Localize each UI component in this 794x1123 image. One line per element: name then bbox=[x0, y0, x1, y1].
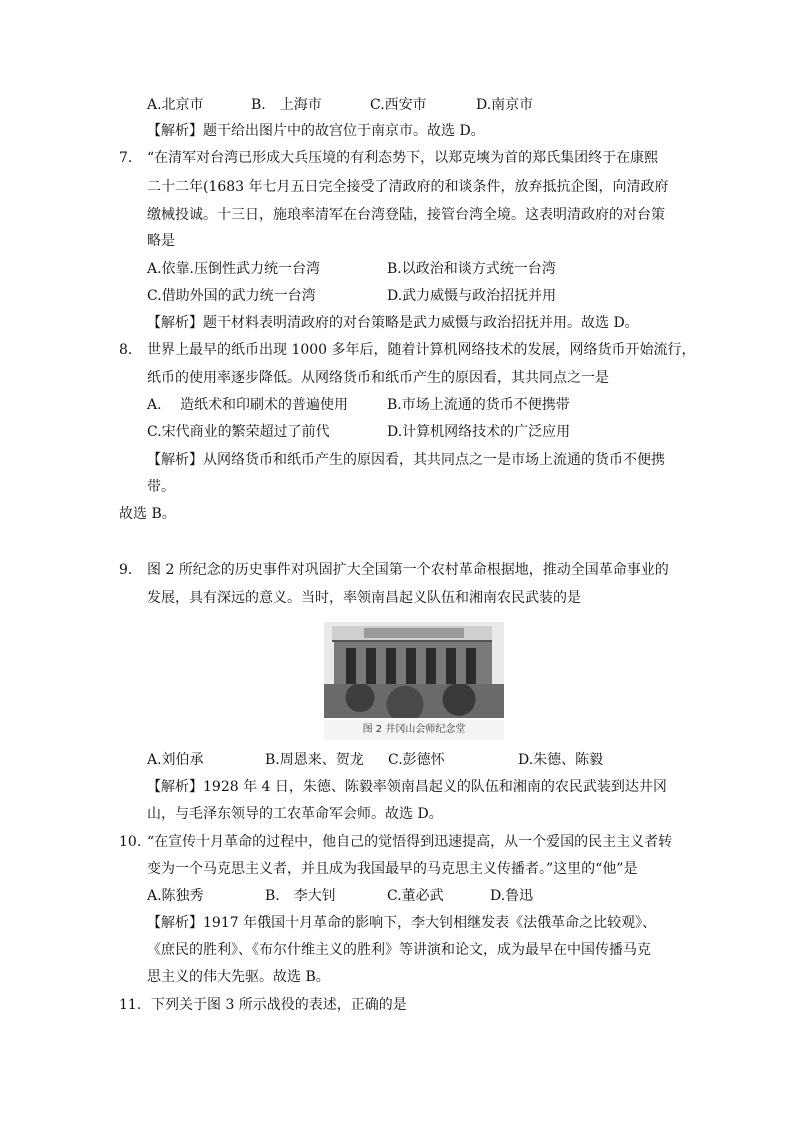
q11-stem: 下列关于图 3 所示战役的表述，正确的是 bbox=[151, 997, 407, 1013]
q9-analysis-line-2: 山，与毛泽东领导的工农革命军会师。故选 D。 bbox=[147, 806, 443, 822]
q6-option-c: C.西安市 bbox=[370, 97, 427, 113]
q7-stem-line-3: 缴械投诚。十三日，施琅率清军在台湾登陆，接管台湾全境。这表明清政府的对台策 bbox=[147, 207, 665, 223]
q7-stem-line-2: 二十二年(1683 年七月五日完全接受了清政府的和谈条件，放弃抵抗企图，向清政府 bbox=[147, 179, 669, 195]
q7-option-b: B.以政治和谈方式统一台湾 bbox=[387, 261, 556, 277]
q8-conclusion: 故选 B。 bbox=[119, 506, 176, 522]
q7-option-a: A.依靠.压倒性武力统一台湾 bbox=[147, 261, 321, 277]
q9-stem-line-1: 图 2 所纪念的历史事件对巩固扩大全国第一个农村革命根据地，推动全国革命事业的 bbox=[147, 562, 669, 578]
q10-option-a: A.陈独秀 bbox=[147, 888, 204, 904]
q9-option-a: A.刘伯承 bbox=[147, 752, 204, 768]
q6-analysis: 【解析】题干给出图片中的故宫位于南京市。故选 D。 bbox=[147, 123, 485, 139]
q7-option-d: D.武力威慑与政治招抚并用 bbox=[387, 288, 557, 304]
photo-trees bbox=[324, 684, 504, 718]
q8-option-d: D.计算机网络技术的广泛应用 bbox=[387, 424, 571, 440]
q8-option-a: A. 造纸术和印刷术的普遍使用 bbox=[147, 397, 349, 413]
q10-analysis-line-3: 思主义的伟大先驱。故选 B。 bbox=[147, 969, 330, 985]
q8-option-c: C.宋代商业的繁荣超过了前代 bbox=[147, 424, 330, 440]
q9-analysis-line-1: 【解析】1928 年 4 日，朱德、陈毅率领南昌起义的队伍和湘南的农民武装到达井冈 bbox=[147, 779, 667, 795]
q6-option-d: D.南京市 bbox=[476, 97, 534, 113]
q8-stem-line-1: 世界上最早的纸币出现 1000 多年后，随着计算机网络技术的发展，网络货币开始流行， bbox=[147, 342, 696, 358]
q10-analysis-line-1: 【解析】1917 年俄国十月革命的影响下，李大钊相继发表《法俄革命之比较观》、 bbox=[147, 915, 657, 931]
q9-option-c: C.彭德怀 bbox=[388, 752, 445, 768]
q9-number: 9. bbox=[119, 562, 133, 578]
jinggangshan-memorial-photo bbox=[324, 622, 504, 740]
q9-stem-line-2: 发展，具有深远的意义。当时，率领南昌起义队伍和湘南农民武装的是 bbox=[147, 590, 581, 606]
q7-option-c: C.借助外国的武力统一台湾 bbox=[147, 288, 316, 304]
q7-number: 7. bbox=[119, 150, 133, 166]
q11-number: 11. bbox=[119, 997, 142, 1013]
q10-stem-line-1: “在宣传十月革命的过程中，他自己的觉悟得到迅速提高，从一个爱国的民主主义者转 bbox=[147, 834, 673, 850]
q8-analysis-line-1: 【解析】从网络货币和纸币产生的原因看，其共同点之一是市场上流通的货币不便携 bbox=[147, 452, 665, 468]
q10-option-d: D.鲁迅 bbox=[490, 888, 534, 904]
q8-stem-line-2: 纸币的使用率逐步降低。从网络货币和纸币产生的原因看，其共同点之一是 bbox=[147, 370, 609, 386]
q8-analysis-line-2: 带。 bbox=[147, 479, 175, 495]
q10-option-b: B. 李大钊 bbox=[265, 888, 336, 904]
q8-option-b: B.市场上流通的货币不便携带 bbox=[387, 397, 570, 413]
q10-analysis-line-2: 《庶民的胜利》、《布尔什维主义的胜利》等讲演和论文，成为最早在中国传播马克 bbox=[147, 942, 651, 958]
q7-stem-line-1: “在清军对台湾已形成大兵压境的有利态势下，以郑克塽为首的郑氏集团终于在康熙 bbox=[147, 150, 659, 166]
q7-analysis: 【解析】题干材料表明清政府的对台策略是武力威慑与政治招抚并用。故选 D。 bbox=[147, 315, 639, 331]
photo-sign bbox=[364, 628, 464, 638]
q6-option-b: B. 上海市 bbox=[251, 97, 322, 113]
q8-number: 8. bbox=[119, 342, 133, 358]
figure-caption: 图 2 井冈山会师纪念堂 bbox=[324, 720, 504, 740]
q9-option-b: B.周恩来、贺龙 bbox=[265, 752, 364, 768]
q10-stem-line-2: 变为一个马克思主义者，并且成为我国最早的马克思主义传播者。”这里的“他”是 bbox=[147, 861, 638, 877]
q6-option-a: A.北京市 bbox=[147, 97, 204, 113]
q7-stem-line-4: 略是 bbox=[147, 233, 175, 249]
q9-option-d: D.朱德、陈毅 bbox=[518, 752, 604, 768]
q10-option-c: C.董必武 bbox=[387, 888, 444, 904]
q10-number: 10. bbox=[119, 834, 142, 850]
